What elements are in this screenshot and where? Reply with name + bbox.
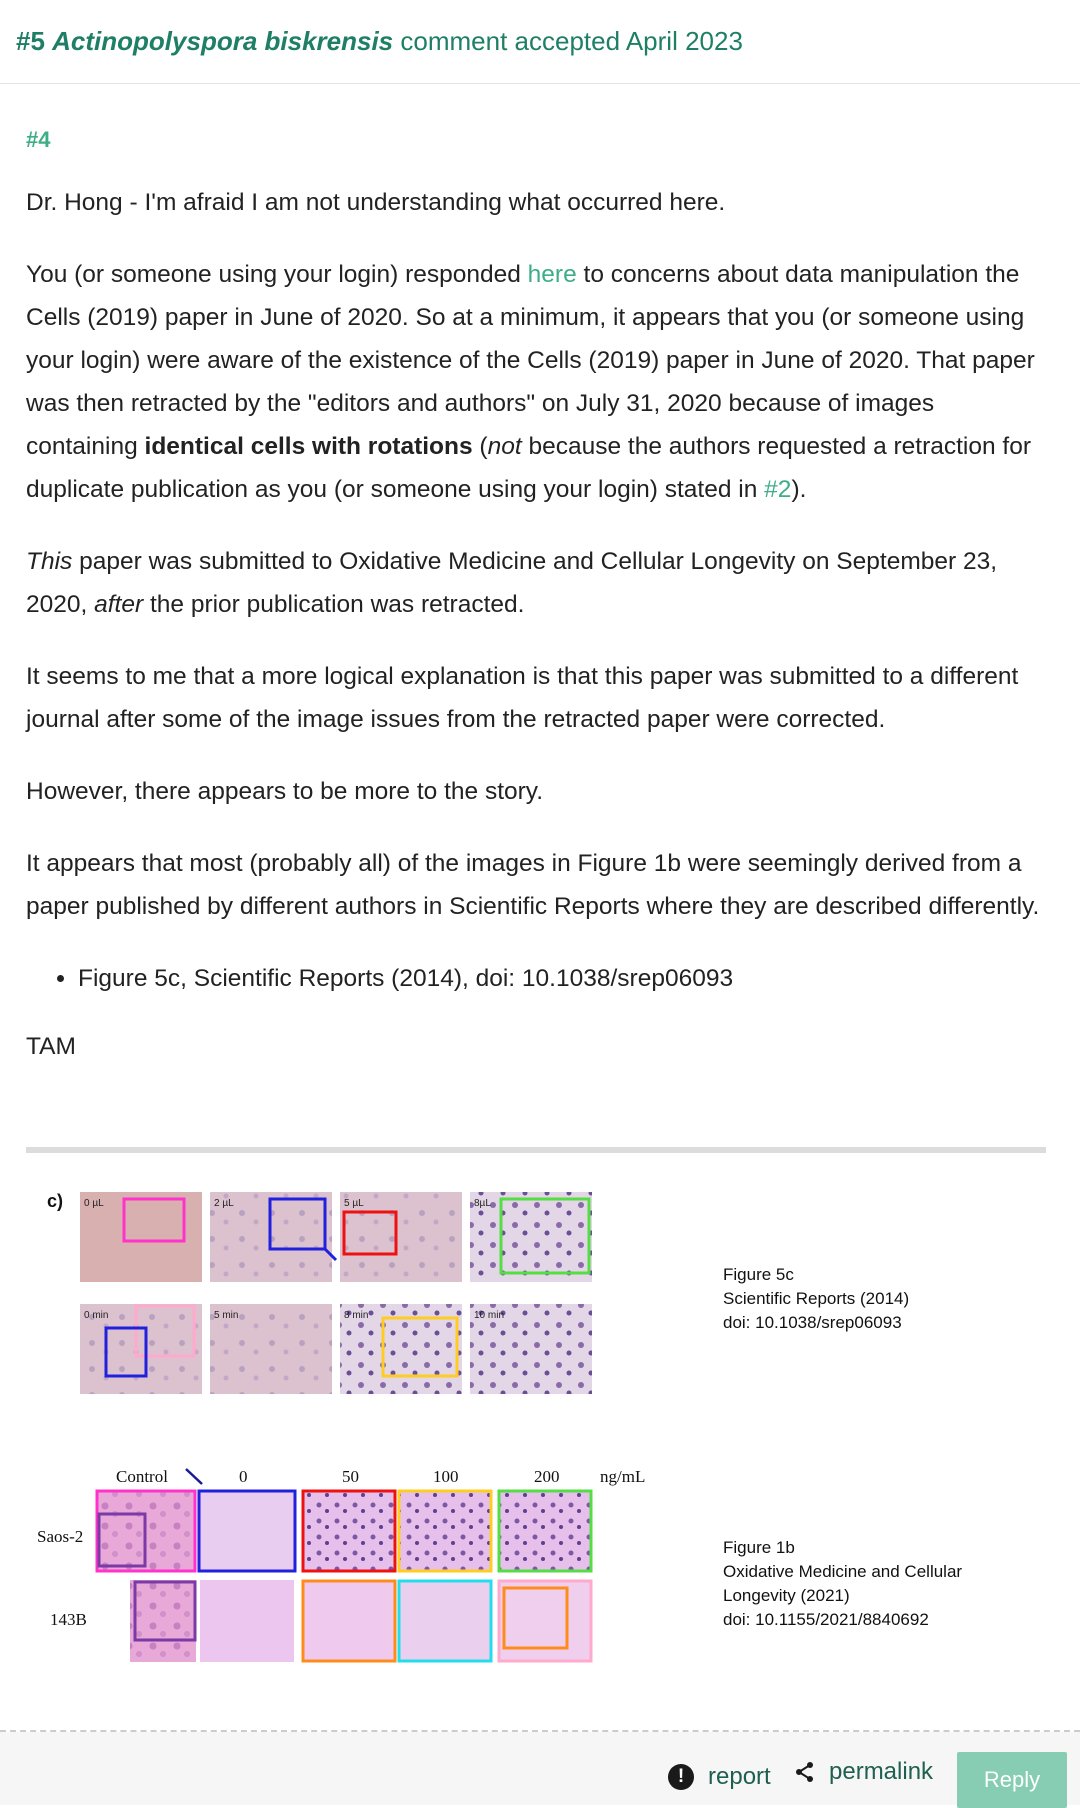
caption-line: Figure 1b (723, 1538, 795, 1557)
text: ). (791, 476, 807, 503)
panel-label: c) (47, 1191, 64, 1211)
list-item: • Figure 5c, Scientific Reports (2014), doi: 10.1038/srep06093 (78, 957, 1048, 1000)
share-icon (795, 1761, 815, 1783)
caption-line: Figure 5c (723, 1265, 794, 1284)
permalink-link[interactable] (795, 1758, 933, 1786)
row-label: Saos-2 (37, 1527, 84, 1546)
paragraph-4: It seems to me that a more logical explanation is that this paper was submitted to a different journal after some of the image issues from the retracted paper were corrected. (26, 663, 1019, 733)
figure-comparison-image (26, 1180, 1046, 1680)
paragraph-3 (26, 540, 1048, 626)
signature: TAM (26, 1033, 76, 1060)
text: the prior publication was retracted. (143, 591, 525, 618)
alert-icon: ! (668, 1764, 694, 1790)
paragraph-6: It appears that most (probably all) of the images in Figure 1b were seemingly derived from a paper published by different authors in Scientific Reports where they are described differently. (26, 850, 1040, 920)
figure-top-row-1 (80, 1192, 592, 1282)
comment-header-bar (0, 0, 1080, 84)
top-row1-label-3: 5 µL (344, 1198, 364, 1209)
italic-text: after (94, 591, 144, 618)
reply-button[interactable]: Reply (957, 1752, 1067, 1808)
text: You (or someone using your login) responded (26, 261, 528, 288)
comment-status: comment accepted April 2023 (400, 26, 743, 56)
col-label: 100 (433, 1467, 459, 1486)
caption-line: doi: 10.1038/srep06093 (723, 1313, 902, 1332)
paragraph-5: However, there appears to be more to the story. (26, 778, 544, 805)
top-row2-label-1: 0 min (84, 1310, 109, 1321)
comment-footer (0, 1732, 1080, 1805)
col-label: 200 (534, 1467, 560, 1486)
comment-body (26, 118, 1048, 1097)
figure-bottom-caption (723, 1538, 962, 1629)
comment-ref-link[interactable]: #2 (764, 476, 792, 503)
top-row1-label-4: 8µL (474, 1198, 491, 1209)
figure-top-caption (723, 1265, 909, 1332)
image-divider (26, 1147, 1046, 1153)
italic-text: This (26, 548, 73, 575)
col-label: 50 (342, 1467, 359, 1486)
permalink-label: permalink (829, 1758, 934, 1785)
text: paper was submitted to Oxidative Medicine and Cellular Longevity on September 23, 2020, (26, 548, 998, 618)
text: ( (472, 433, 488, 460)
species-name: Actinopolyspora biskrensis (52, 26, 394, 56)
caption-line: Longevity (2021) (723, 1586, 850, 1605)
figure-graphic (26, 1180, 1046, 1680)
top-row2-label-2: 5 min (214, 1310, 239, 1321)
col-label: Control (116, 1467, 168, 1486)
comment-number[interactable]: #5 (16, 26, 45, 56)
report-link[interactable] (668, 1763, 771, 1791)
top-row2-label-3: 8 min (344, 1310, 369, 1321)
top-row2-label-4: 10 min (474, 1310, 505, 1321)
row-label: 143B (50, 1610, 87, 1629)
figure-top-row-2 (80, 1304, 592, 1394)
paragraph-1: Dr. Hong - I'm afraid I am not understanding what occurred here. (26, 189, 726, 216)
top-row1-label-1: 0 µL (84, 1198, 104, 1209)
italic-text: not (487, 433, 522, 460)
top-row1-label-2: 2 µL (214, 1198, 234, 1209)
comment-header[interactable] (16, 26, 743, 57)
report-label: report (708, 1763, 771, 1790)
here-link[interactable]: here (527, 261, 577, 288)
reference-list (26, 957, 1048, 1000)
unit-label: ng/mL (600, 1467, 646, 1486)
text: because the authors requested a retraction for duplicate publication as you (or someone using your login) stated in (26, 433, 1032, 503)
caption-line: Oxidative Medicine and Cellular (723, 1562, 963, 1581)
comment-id[interactable]: #4 (26, 127, 51, 152)
bold-text: identical cells with rotations (144, 433, 473, 460)
caption-line: Scientific Reports (2014) (723, 1289, 910, 1308)
col-label: 0 (239, 1467, 248, 1486)
paragraph-2 (26, 253, 1048, 511)
caption-line: doi: 10.1155/2021/8840692 (723, 1610, 929, 1629)
figure-bottom-row-2 (130, 1580, 591, 1662)
figure-bottom-row-1 (96, 1490, 591, 1572)
text: to concerns about data manipulation the Cells (2019) paper in June of 2020. So at a minimum, it appears that you (or someone using your login) were aware of the existence of the Cells (2019) paper in June of 2020. That paper was then retracted by the "editors and authors" on July 31, 2020 because of images containing (26, 261, 1035, 460)
